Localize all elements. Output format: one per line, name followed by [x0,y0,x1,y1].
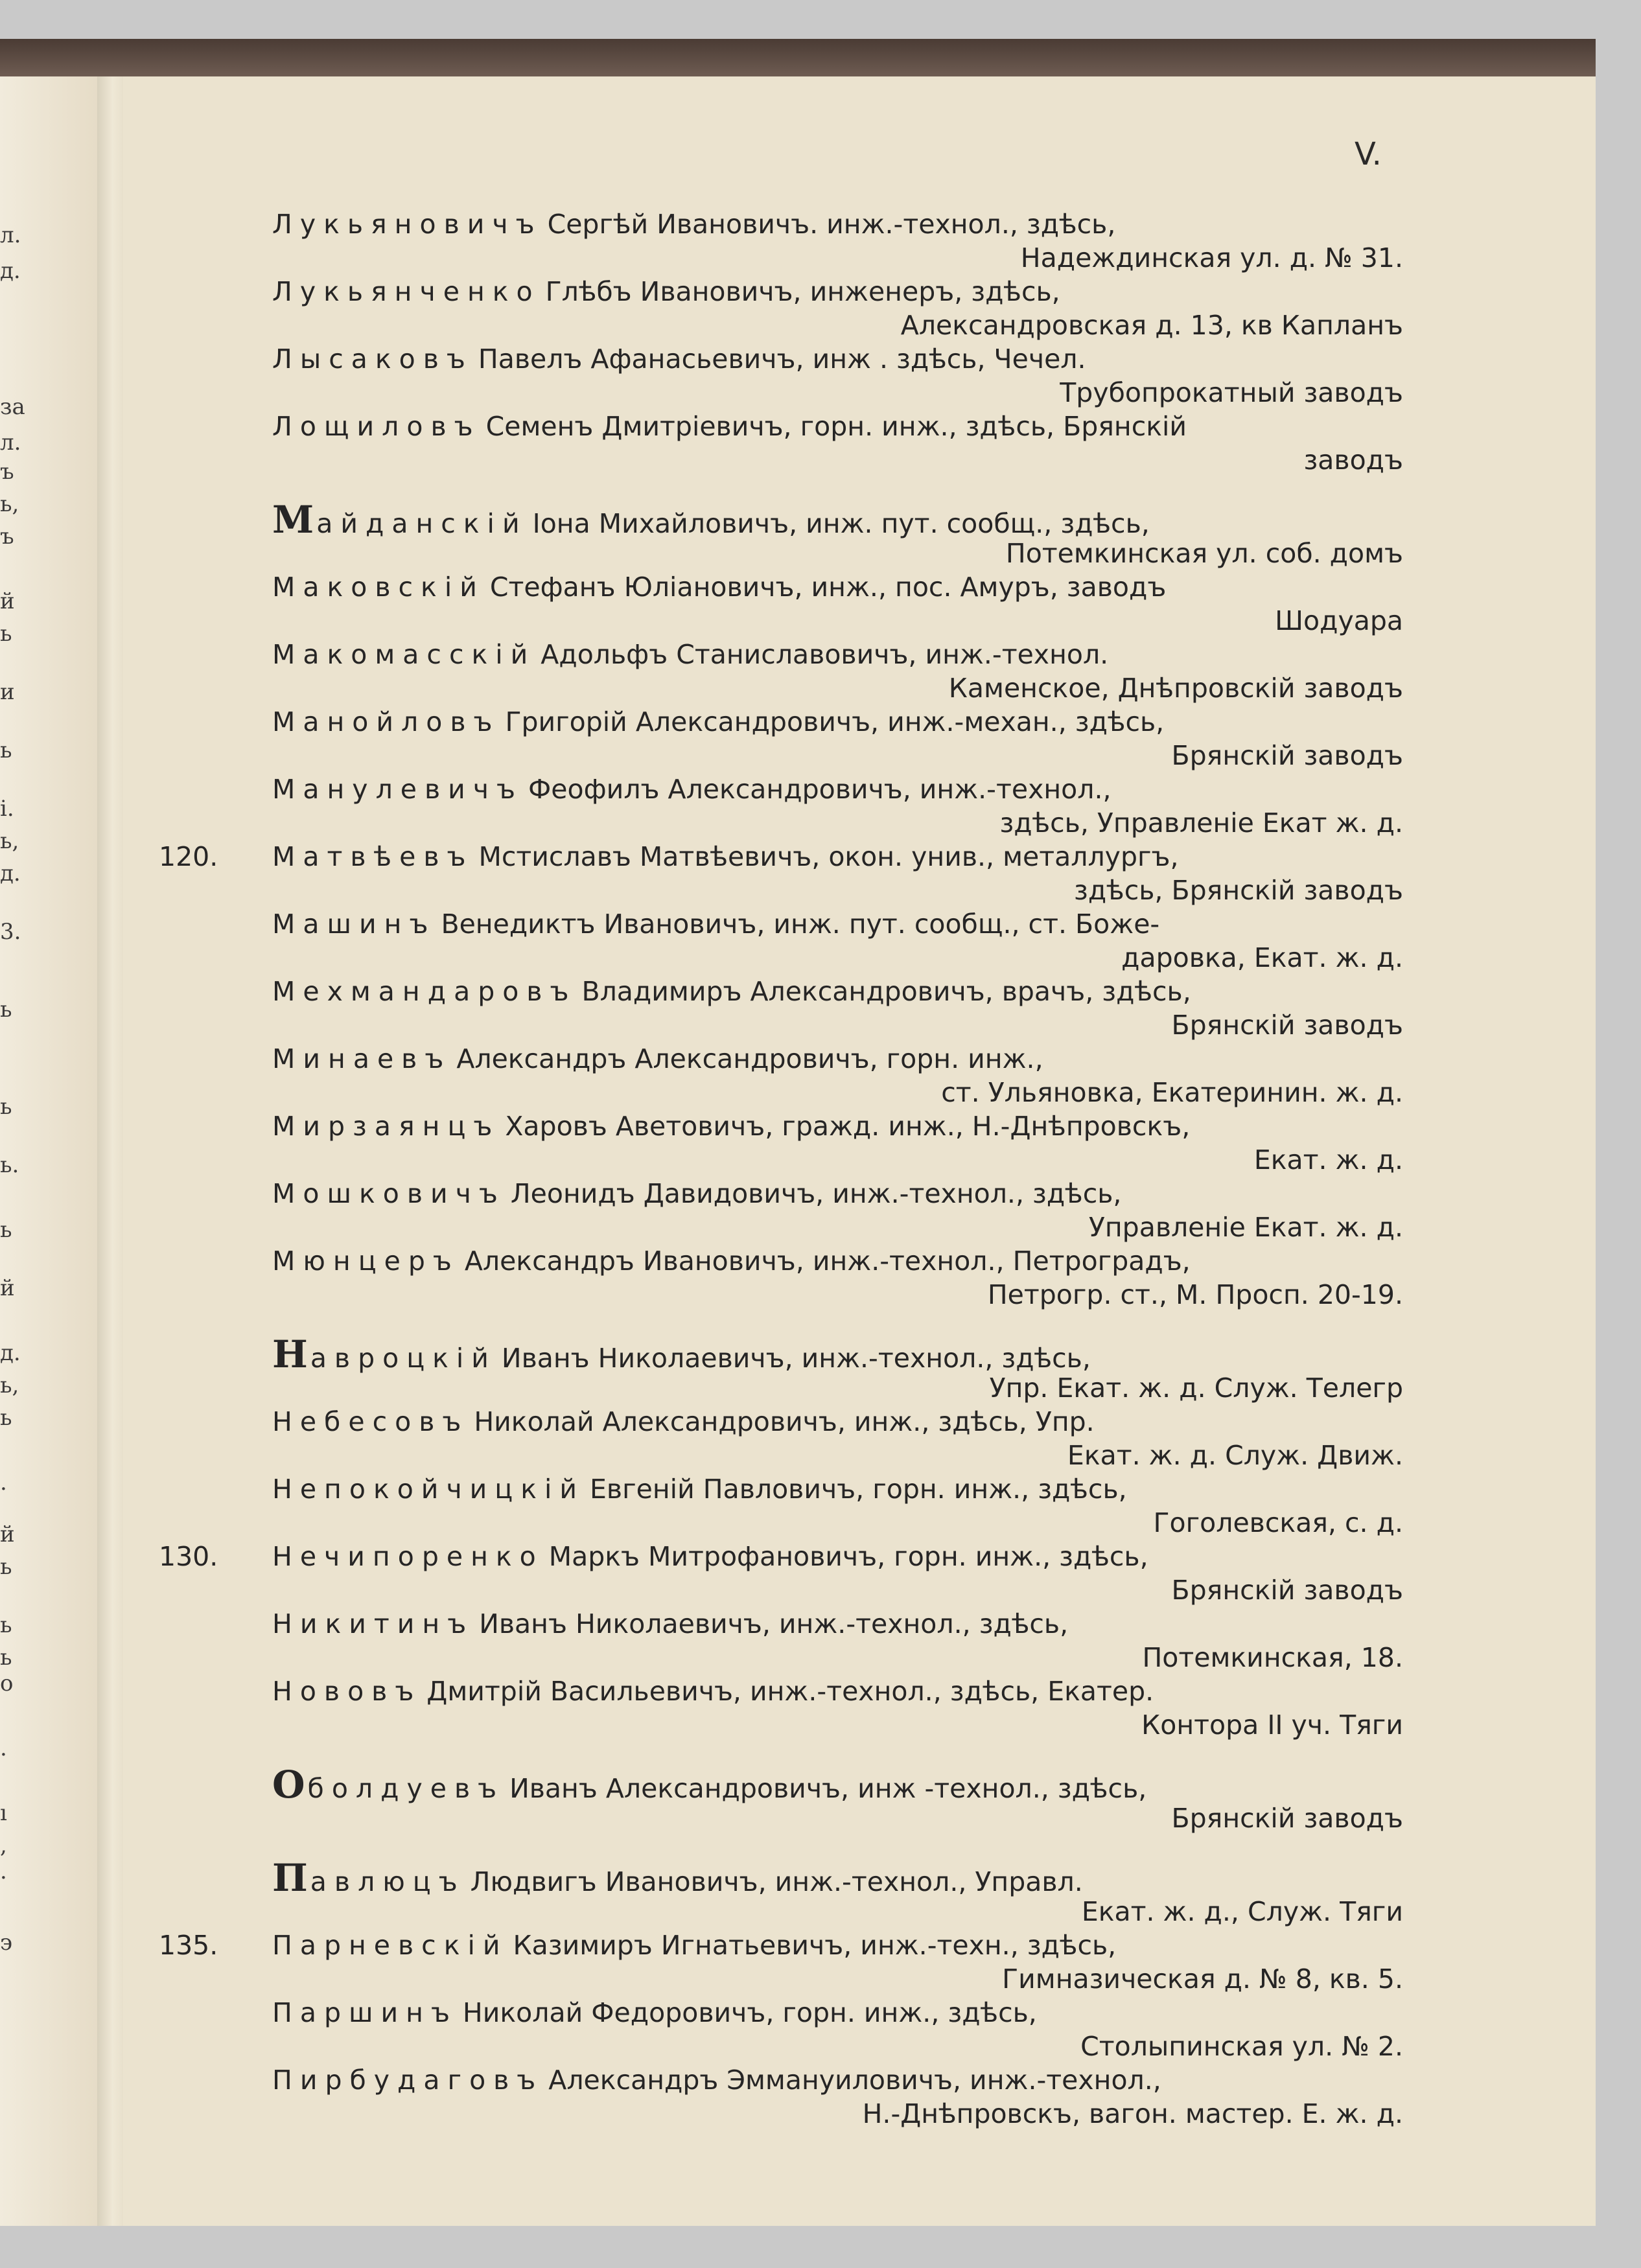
entry-number: 120. [159,841,218,872]
entry-details: Николай Федоровичъ, горн. инж., здѣсь, [462,1997,1037,2028]
entry-first-line [149,570,1419,604]
letter-section [149,207,1419,477]
entry-address-line: Брянскій заводъ [1171,740,1403,771]
entry-details: Павелъ Афанасьевичъ, инж . здѣсь, Чечел. [478,343,1086,375]
directory-entry [149,1244,1419,1312]
left-margin-fragment: ь [0,1554,12,1580]
left-margin-fragment: ь [0,1645,12,1671]
directory-listing [149,207,1419,2131]
left-margin-fragment: ъ [0,524,14,550]
left-margin-fragment: э [0,1930,13,1956]
entry-address-line: заводъ [1303,445,1403,476]
left-margin-fragment: , [0,1833,7,1858]
entry-details: Мстиславъ Матвѣевичъ, окон. унив., металлургъ, [478,841,1179,872]
entry-address-line: Упр. Екат. ж. д. Служ. Телегр [989,1372,1403,1404]
entry-first-line [149,975,1419,1008]
entry-surname: Парневскій [272,1930,508,1961]
entry-address-line: Брянскій заводъ [1171,1575,1403,1606]
entry-address-line: Каменское, Днѣпровскій заводъ [948,673,1403,704]
section-gap [149,477,1419,503]
entry-first-line [149,907,1419,941]
directory-entry [149,2063,1419,2131]
left-margin-fragment: ь [0,1612,12,1638]
entry-address-line: Екат. ж. д. [1253,1144,1403,1175]
entry-details: Григорій Александровичъ, инж.-механ., здѣсь, [505,706,1165,737]
left-margin-fragment: . [0,1735,7,1761]
entry-first-line [149,1674,1419,1708]
entry-address-line: Петрогр. ст., М. Просп. 20-19. [987,1279,1403,1310]
entry-details: Казимиръ Игнатьевичъ, инж.-техн., здѣсь, [513,1930,1117,1961]
entry-surname: Манулевичъ [272,774,524,805]
entry-surname: Мошковичъ [272,1178,506,1209]
entry-address-line: Контора II уч. Тяги [1141,1709,1403,1741]
left-margin-fragment: д. [0,258,21,284]
section-gap [149,1835,1419,1861]
entry-details: Маркъ Митрофановичъ, горн. инж., здѣсь, [548,1541,1148,1572]
entry-surname: Мирзаянцъ [272,1111,500,1142]
entry-surname: Макомасскій [272,639,536,670]
entry-address-line: ст. Ульяновка, Екатеринин. ж. д. [941,1077,1403,1108]
left-margin-fragment: ь [0,997,12,1023]
entry-details: Иванъ Николаевичъ, инж.-технол., здѣсь, [479,1608,1069,1639]
entry-address-line: Трубопрокатный заводъ [1060,377,1403,408]
entry-surname: Непокойчицкій [272,1474,585,1505]
entry-address-line: Александровская д. 13, кв Капланъ [900,310,1403,341]
entry-surname: Пирбудаговъ [272,2065,544,2096]
left-margin-fragment: 3. [0,919,21,945]
entry-address-line: Потемкинская ул. соб. домъ [1005,538,1403,569]
entry-number: 135. [159,1930,218,1961]
entry-surname: Лукьянченко [272,276,541,307]
entry-address-line: Н.-Днѣпровскъ, вагон. мастер. Е. ж. д. [862,2098,1403,2129]
entry-details: Адольфъ Станиславовичъ, инж.-технол. [541,639,1109,670]
directory-entry [149,705,1419,772]
book-cover-edge [0,39,1596,76]
entry-surname: авроцкій [310,1343,496,1374]
entry-first-line [149,1109,1419,1143]
section-initial-letter: Н [272,1332,310,1376]
left-margin-fragment: ь. [0,1152,19,1178]
entry-details: Людвигъ Ивановичъ, инж.-технол., Управл. [470,1866,1083,1897]
letter-section [149,1856,1419,2131]
left-margin-fragment: д. [0,1340,21,1366]
directory-entry [149,1928,1419,1996]
directory-entry [149,1856,1419,1928]
directory-entry [149,1674,1419,1742]
entry-surname: авлюцъ [310,1866,465,1897]
entry-address-line: Шодуара [1275,605,1403,636]
left-margin-fragment: ь [0,1405,12,1431]
entry-surname: Машинъ [272,908,436,940]
entry-number: 130. [159,1541,218,1572]
left-margin-fragment: о [0,1671,14,1696]
entry-address-line: здѣсь, Управленіе Екат ж. д. [999,807,1403,839]
entry-first-line [149,1332,1419,1376]
directory-entry [149,1177,1419,1244]
directory-entry [149,840,1419,907]
section-gap [149,1742,1419,1768]
entry-surname: Паршинъ [272,1997,458,2028]
entry-surname: айданскій [316,508,528,539]
directory-entry [149,1540,1419,1607]
directory-entry [149,975,1419,1042]
entry-address-line: здѣсь, Брянскій заводъ [1074,875,1403,906]
entry-first-line [149,1856,1419,1900]
entry-surname: болдуевъ [307,1773,505,1804]
entry-first-line [149,1607,1419,1641]
section-initial-letter: П [272,1856,310,1900]
left-margin-fragment: ı [0,1800,7,1826]
entry-surname: Небесовъ [272,1406,469,1437]
left-margin-fragment: л. [0,430,21,456]
directory-entry [149,275,1419,342]
directory-entry [149,1405,1419,1472]
left-margin-fragment: ь [0,1094,12,1120]
directory-entry [149,1607,1419,1674]
entry-details: Александръ Александровичъ, горн. инж., [456,1043,1043,1074]
directory-entry [149,1996,1419,2063]
entry-first-line [149,638,1419,671]
left-page-edge [0,76,97,2226]
entry-first-line [149,1244,1419,1278]
entry-address-line: даровка, Екат. ж. д. [1121,942,1403,973]
entry-first-line [149,275,1419,308]
entry-details: Феофилъ Александровичъ, инж.-технол., [528,774,1111,805]
entry-surname: Лысаковъ [272,343,473,375]
entry-surname: Матвѣевъ [272,841,474,872]
entry-details: Глѣбъ Ивановичъ, инженеръ, здѣсь, [545,276,1060,307]
directory-entry [149,907,1419,975]
directory-entry [149,410,1419,477]
entry-address-line: Управленіе Екат. ж. д. [1088,1212,1403,1243]
entry-first-line [149,1540,1419,1573]
entry-address-line: Гоголевская, с. д. [1153,1507,1403,1538]
entry-details: Семенъ Дмитріевичъ, горн. инж., здѣсь, Брянскій [485,411,1187,442]
entry-details: Сергѣй Ивановичъ. инж.-технол., здѣсь, [547,209,1116,240]
entry-address-line: Столыпинская ул. № 2. [1080,2031,1403,2062]
page-number: V. [1355,136,1382,172]
letter-section [149,498,1419,1312]
entry-first-line [149,772,1419,806]
entry-surname: Никитинъ [272,1608,474,1639]
left-margin-fragment: · [0,1865,7,1891]
entry-details: Николай Александровичъ, инж., здѣсь, Упр. [474,1406,1095,1437]
letter-section [149,1763,1419,1835]
entry-details: Александръ Эммануиловичъ, инж.-технол., [548,2065,1161,2096]
entry-details: Евгеній Павловичъ, горн. инж., здѣсь, [590,1474,1127,1505]
left-margin-fragment: ъ [0,459,14,485]
left-margin-fragment: и [0,679,15,705]
entry-details: Александръ Ивановичъ, инж.-технол., Петроградъ, [464,1245,1191,1277]
left-margin-fragment: і. [0,796,14,822]
left-margin-fragment: за [0,394,25,420]
left-margin-fragment: . [0,1470,7,1496]
entry-first-line [149,840,1419,874]
entry-details: Стефанъ Юліановичъ, инж., пос. Амуръ, заводъ [489,572,1167,603]
entry-details: Леонидъ Давидовичъ, инж.-технол., здѣсь, [510,1178,1122,1209]
entry-surname: Мехмандаровъ [272,976,577,1007]
directory-entry [149,342,1419,410]
entry-address-line: Потемкинская, 18. [1142,1642,1403,1673]
entry-first-line [149,1405,1419,1439]
directory-entry [149,207,1419,275]
left-margin-fragment: д. [0,861,21,886]
entry-address-line: Гимназическая д. № 8, кв. 5. [1002,1963,1403,1995]
left-margin-fragment: л. [0,222,21,248]
left-margin-fragment: ь [0,621,12,647]
entry-surname: Мюнцеръ [272,1245,460,1277]
entry-address-line: Брянскій заводъ [1171,1010,1403,1041]
entry-surname: Маковскій [272,572,485,603]
directory-entry [149,498,1419,570]
left-margin-fragment: ь, [0,828,19,854]
directory-entry [149,1332,1419,1405]
section-initial-letter: М [272,498,317,542]
book-spine [97,76,123,2226]
entry-details: Харовъ Аветовичъ, гражд. инж., Н.-Днѣпровскъ, [505,1111,1191,1142]
letter-section [149,1332,1419,1742]
left-margin-fragment: ь [0,737,12,763]
entry-address-line: Екат. ж. д., Служ. Тяги [1081,1896,1403,1927]
entry-address-line: Брянскій заводъ [1171,1803,1403,1834]
entry-details: Дмитрій Васильевичъ, инж.-технол., здѣсь, Екатер. [426,1676,1154,1707]
directory-entry [149,1763,1419,1835]
entry-first-line [149,342,1419,376]
directory-entry [149,638,1419,705]
entry-surname: Минаевъ [272,1043,452,1074]
entry-first-line [149,1177,1419,1210]
entry-first-line [149,705,1419,739]
entry-details: Иванъ Александровичъ, инж -технол., здѣсь, [509,1773,1147,1804]
section-initial-letter: О [272,1763,308,1807]
left-margin-fragment: ь [0,1217,12,1243]
entry-first-line [149,2063,1419,2097]
entry-address-line: Надеждинская ул. д. № 31. [1020,242,1403,273]
entry-surname: Нечипоренко [272,1541,544,1572]
entry-address-line: Екат. ж. д. Служ. Движ. [1067,1440,1403,1471]
directory-entry [149,570,1419,638]
section-gap [149,1312,1419,1337]
entry-first-line [149,1763,1419,1807]
left-margin-fragment: й [0,1275,15,1301]
entry-details: Іона Михайловичъ, инж. пут. сообщ., здѣсь, [532,508,1150,539]
directory-entry [149,1472,1419,1540]
entry-first-line [149,498,1419,542]
entry-surname: Лощиловъ [272,411,481,442]
entry-first-line [149,1928,1419,1962]
entry-details: Иванъ Николаевичъ, инж.-технол., здѣсь, [501,1343,1091,1374]
left-margin-fragment: ь, [0,1372,19,1398]
entry-surname: Манойловъ [272,706,500,737]
entry-details: Венедиктъ Ивановичъ, инж. пут. сообщ., ст. Боже- [441,908,1160,940]
directory-entry [149,1109,1419,1177]
left-margin-fragment: ь, [0,491,19,517]
entry-first-line [149,207,1419,241]
entry-details: Владимиръ Александровичъ, врачъ, здѣсь, [581,976,1191,1007]
entry-surname: Нововъ [272,1676,422,1707]
left-margin-fragment: й [0,1522,15,1547]
directory-entry [149,772,1419,840]
entry-first-line [149,410,1419,443]
entry-first-line [149,1042,1419,1076]
directory-entry [149,1042,1419,1109]
scanned-page [0,39,1596,2226]
entry-surname: Лукьяновичъ [272,209,542,240]
entry-first-line [149,1996,1419,2030]
left-margin-fragment: й [0,588,15,614]
entry-first-line [149,1472,1419,1506]
